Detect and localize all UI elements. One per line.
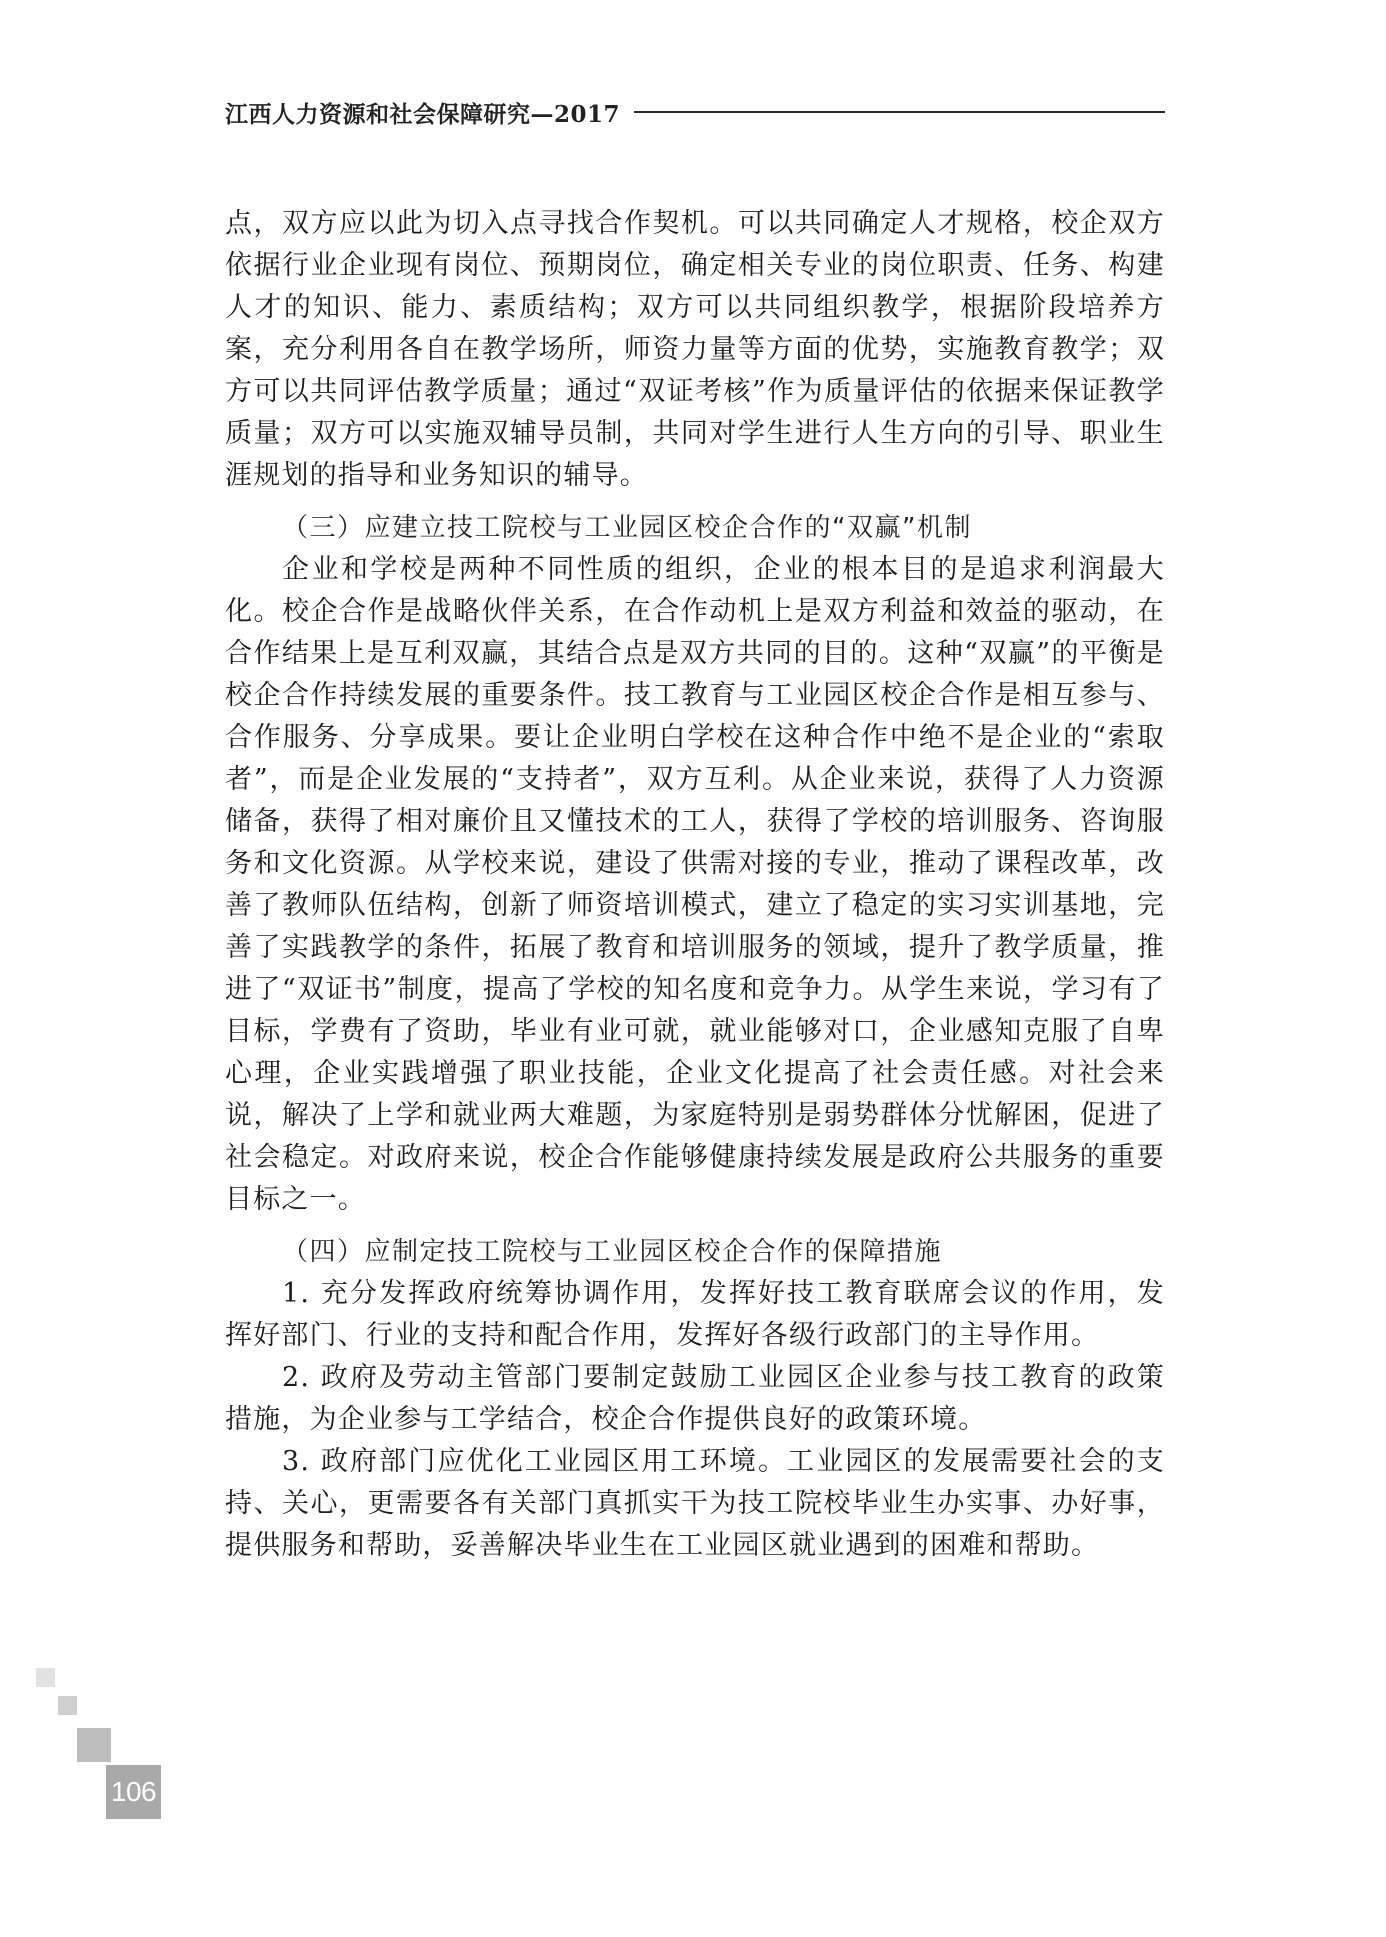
body-text [225, 203, 1165, 1567]
running-header [225, 96, 1165, 128]
header-rule [634, 111, 1165, 113]
decorative-square [77, 1728, 111, 1762]
paragraph-win-win: 企业和学校是两种不同性质的组织，企业的根本目的是追求利润最大化。校企合作是战略伙伴关系，在合作动机上是双方利益和效益的驱动，在合作结果上是互利双赢，其结合点是双方共同的目的。这种“双赢”的平衡是校企合作持续发展的重要条件。技工教育与工业园区校企合作是相互参与、合作服务、分享成果。要让企业明白学校在这种合作中绝不是企业的“索取者”，而是企业发展的“支持者”，双方互利。从企业来说，获得了人力资源储备，获得了相对廉价且又懂技术的工人，获得了学校的培训服务、咨询服务和文化资源。从学校来说，建设了供需对接的专业，推动了课程改革，改善了教师队伍结构，创新了师资培训模式，建立了稳定的实习实训基地，完善了实践教学的条件，拓展了教育和培训服务的领域，提升了教学质量，推进了“双证书”制度，提高了学校的知名度和竞争力。从学生来说，学习有了目标，学费有了资助，毕业有业可就，就业能够对口，企业感知克服了自卑心理，企业实践增强了职业技能，企业文化提高了社会责任感。对社会来说，解决了上学和就业两大难题，为家庭特别是弱势群体分忧解困，促进了社会稳定。对政府来说，校企合作能够健康持续发展是政府公共服务的重要目标之一。 [225, 554, 1165, 1215]
list-item-3: 3. 政府部门应优化工业园区用工环境。工业园区的发展需要社会的支持、关心，更需要各有关部门真抓实干为技工院校毕业生办实事、办好事，提供服务和帮助，妥善解决毕业生在工业园区就业遇到的困难和帮助。 [225, 1446, 1165, 1561]
paragraph-continued: 点，双方应以此为切入点寻找合作契机。可以共同确定人才规格，校企双方依据行业企业现有岗位、预期岗位，确定相关专业的岗位职责、任务、构建人才的知识、能力、素质结构；双方可以共同组织教学，根据阶段培养方案，充分利用各自在教学场所，师资力量等方面的优势，实施教育教学；双方可以共同评估教学质量；通过“双证考核”作为质量评估的依据来保证教学质量；双方可以实施双辅导员制，共同对学生进行人生方向的引导、职业生涯规划的指导和业务知识的辅导。 [225, 208, 1165, 491]
decorative-square [36, 1668, 55, 1687]
decorative-square [58, 1696, 77, 1715]
page-number-box [106, 1765, 161, 1819]
section-heading-4: （四）应制定技工院校与工业园区校企合作的保障措施 [282, 1237, 943, 1267]
journal-title: 江西人力资源和社会保障研究—2017 [225, 100, 621, 128]
list-item-1: 1. 充分发挥政府统筹协调作用，发挥好技工教育联席会议的作用，发挥好部门、行业的支持和配合作用，发挥好各级行政部门的主导作用。 [225, 1278, 1165, 1351]
section-heading-3: （三）应建立技工院校与工业园区校企合作的“双赢”机制 [282, 513, 972, 543]
list-item-2: 2. 政府及劳动主管部门要制定鼓励工业园区企业参与技工教育的政策措施，为企业参与工学结合，校企合作提供良好的政策环境。 [225, 1362, 1165, 1435]
page-number: 106 [110, 1776, 157, 1807]
